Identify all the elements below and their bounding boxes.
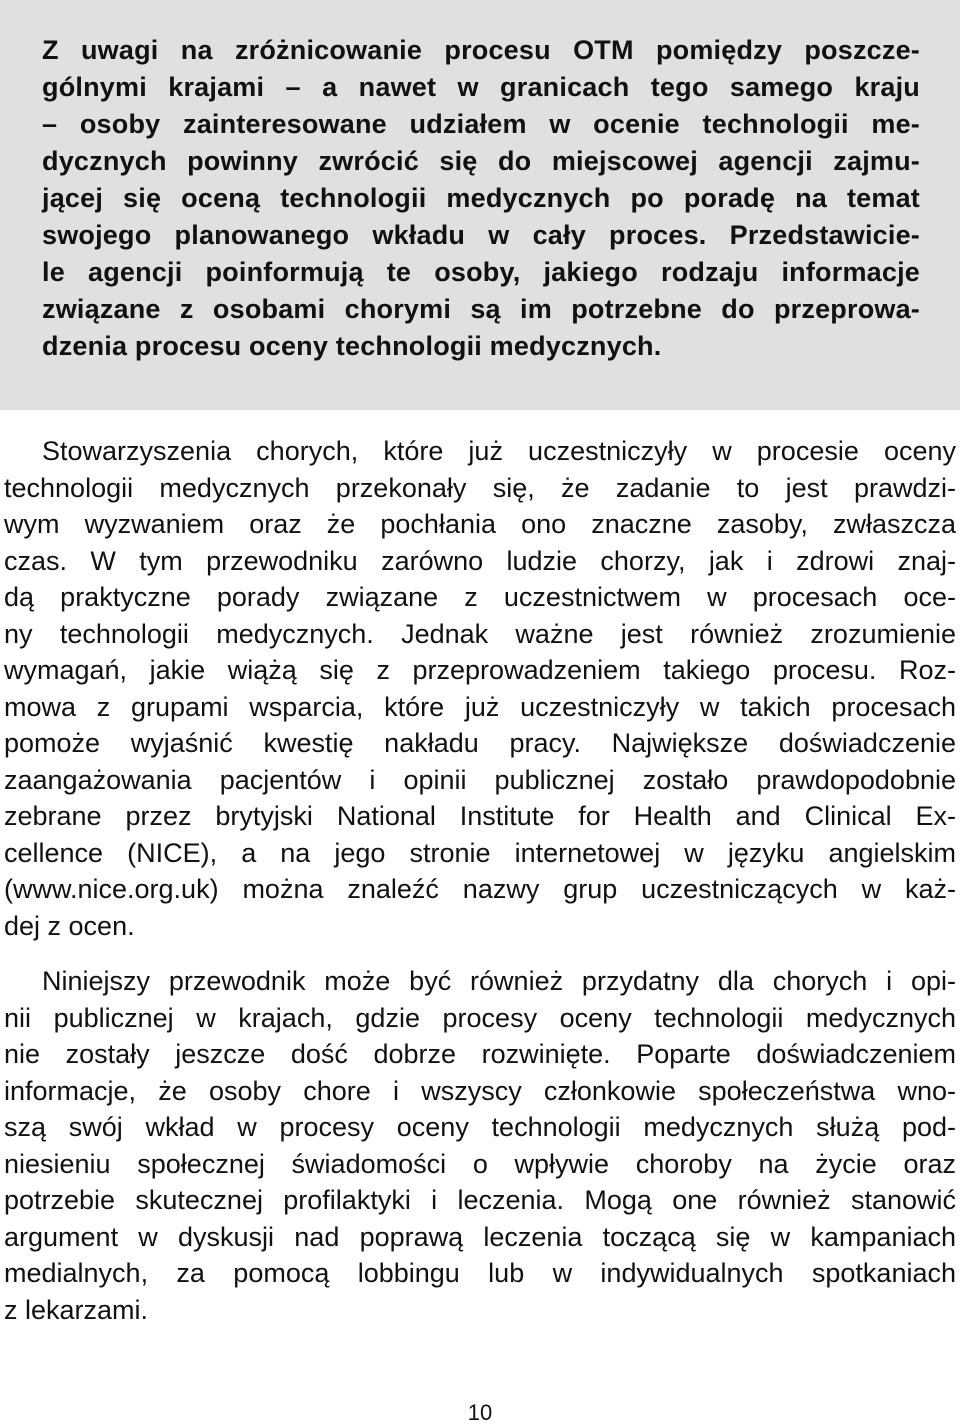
paragraph-line: szą swój wkład w procesy oceny technologii medycznych służą pod- bbox=[4, 1112, 956, 1142]
paragraph-line: z lekarzami. bbox=[4, 1294, 149, 1325]
note-line: dycznych powinny zwrócić się do miejscowej agencji zajmu- bbox=[42, 146, 920, 176]
paragraph-line: pomoże wyjaśnić kwestię nakładu pracy. Największe doświadczenie bbox=[4, 728, 956, 758]
paragraph-line: czas. W tym przewodniku zarówno ludzie chorzy, jak i zdrowi znaj- bbox=[4, 545, 956, 576]
note-line: – osoby zainteresowane udziałem w ocenie technologii me- bbox=[42, 109, 920, 139]
note-line: związane z osobami chorymi są im potrzebne do przeprowa- bbox=[42, 294, 920, 324]
paragraph-line: potrzebie skutecznej profilaktyki i leczenia. Mogą one również stanowić bbox=[4, 1185, 956, 1215]
paragraph-line: zaangażowania pacjentów i opinii publicznej zostało prawdopodobnie bbox=[4, 764, 956, 795]
paragraph-line: informacje, że osoby chore i wszyscy członkowie społeczeństwa wno- bbox=[4, 1075, 956, 1106]
paragraph-line: technologii medycznych przekonały się, że zadanie to jest prawdzi- bbox=[4, 472, 956, 503]
paragraph-guide-usefulness bbox=[0, 963, 960, 1328]
note-line: gólnymi krajami – a nawet w granicach tego samego kraju bbox=[42, 72, 920, 102]
paragraph-line: argument w dyskusji nad poprawą leczenia toczącą się w kampaniach bbox=[4, 1221, 956, 1252]
paragraph-line: nii publicznej w krajach, gdzie procesy oceny technologii medycznych bbox=[4, 1002, 956, 1033]
note-line: jącej się oceną technologii medycznych po poradę na temat bbox=[42, 183, 920, 213]
paragraph-line: dej z ocen. bbox=[4, 910, 135, 941]
note-line: Z uwagi na zróżnicowanie procesu OTM pomiędzy poszcze- bbox=[42, 35, 920, 65]
paragraph-line: zebrane przez brytyjski National Institute for Health and Clinical Ex- bbox=[4, 801, 956, 831]
paragraph-line: mowa z grupami wsparcia, które już uczestniczyły w takich procesach bbox=[4, 691, 956, 722]
note-line: dzenia procesu oceny technologii medycznych. bbox=[42, 331, 662, 361]
paragraph-patient-associations bbox=[0, 433, 960, 944]
paragraph-line: nie zostały jeszcze dość dobrze rozwinięte. Poparte doświadczeniem bbox=[4, 1039, 956, 1069]
paragraph-line: Stowarzyszenia chorych, które już uczestniczyły w procesie oceny bbox=[42, 436, 956, 466]
highlighted-note-box bbox=[0, 0, 960, 410]
paragraph-line: wym wyzwaniem oraz że pochłania ono znaczne zasoby, zwłaszcza bbox=[4, 509, 956, 539]
paragraph-line: wymagań, jakie wiążą się z przeprowadzeniem takiego procesu. Roz- bbox=[4, 655, 956, 685]
page-number: 10 bbox=[467, 1400, 493, 1425]
paragraph-line: Niniejszy przewodnik może być również przydatny dla chorych i opi- bbox=[42, 966, 956, 996]
paragraph-line: niesieniu społecznej świadomości o wpływie choroby na życie oraz bbox=[4, 1148, 956, 1179]
paragraph-line: cellence (NICE), a na jego stronie internetowej w języku angielskim bbox=[4, 837, 956, 868]
paragraph-line: (www.nice.org.uk) można znaleźć nazwy grup uczestniczących w każ- bbox=[4, 874, 956, 904]
paragraph-line: dą praktyczne porady związane z uczestnictwem w procesach oce- bbox=[4, 582, 956, 612]
note-line: swojego planowanego wkładu w cały proces. Przedstawicie- bbox=[42, 220, 920, 250]
paragraph-line: ny technologii medycznych. Jednak ważne jest również zrozumienie bbox=[4, 618, 956, 649]
paragraph-line: medialnych, za pomocą lobbingu lub w indywidualnych spotkaniach bbox=[4, 1258, 956, 1288]
note-line: le agencji poinformują te osoby, jakiego rodzaju informacje bbox=[42, 257, 920, 287]
